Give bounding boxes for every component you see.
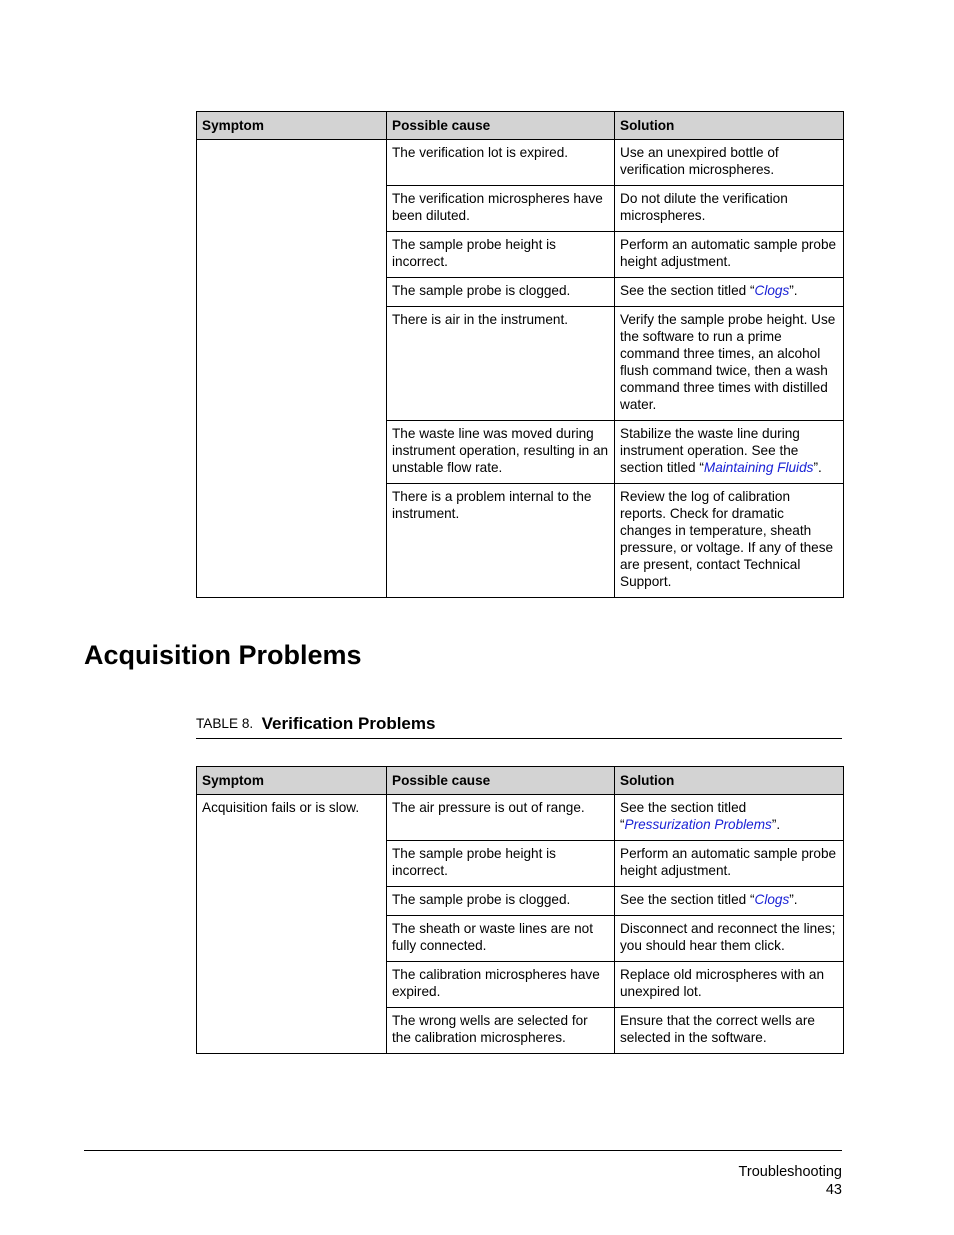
solution-cell (615, 278, 844, 307)
symptom-cell: Acquisition fails or is slow. (197, 795, 387, 1054)
clogs-link[interactable]: Clogs (754, 283, 790, 298)
solution-text: ”. (789, 892, 798, 907)
solution-cell: Use an unexpired bottle of verification microspheres. (615, 140, 844, 186)
solution-cell (615, 421, 844, 484)
solution-cell: Verify the sample probe height. Use the software to run a prime command three times, an alcohol flush command twice, then a wash command three times with distilled water. (615, 307, 844, 421)
solution-cell: Review the log of calibration reports. Check for dramatic changes in temperature, sheath pressure, or voltage. If any of these are present, contact Technical Support. (615, 484, 844, 598)
solution-cell (615, 795, 844, 841)
solution-text: See the section titled “ (620, 283, 755, 298)
solution-cell: Perform an automatic sample probe height adjustment. (615, 232, 844, 278)
page-footer (739, 1163, 842, 1199)
solution-text: Stabilize the waste line during instrument operation. See the section titled “ (620, 426, 800, 475)
cause-cell: There is a problem internal to the instrument. (387, 484, 615, 598)
table-row (197, 140, 844, 186)
cause-cell: The wrong wells are selected for the calibration microspheres. (387, 1008, 615, 1054)
solution-text: ”. (789, 283, 798, 298)
cause-cell: The air pressure is out of range. (387, 795, 615, 841)
cause-header: Possible cause (387, 112, 615, 140)
symptom-header: Symptom (197, 767, 387, 795)
solution-header: Solution (615, 112, 844, 140)
clogs-link[interactable]: Clogs (754, 892, 790, 907)
solution-header: Solution (615, 767, 844, 795)
page-number: 43 (825, 1182, 842, 1198)
footer-section-name: Troubleshooting (738, 1164, 842, 1180)
cause-cell: The calibration microspheres have expired. (387, 962, 615, 1008)
troubleshooting-table-continued (196, 111, 844, 598)
solution-text: ”. (771, 817, 781, 832)
solution-cell: Ensure that the correct wells are selected in the software. (615, 1008, 844, 1054)
table-row (197, 795, 844, 841)
symptom-header: Symptom (197, 112, 387, 140)
solution-text: ”. (813, 460, 822, 475)
solution-cell (615, 887, 844, 916)
footer-divider (84, 1150, 842, 1151)
cause-cell: The sheath or waste lines are not fully connected. (387, 916, 615, 962)
pressurization-problems-link[interactable]: Pressurization Problems (624, 817, 772, 832)
solution-cell: Do not dilute the verification microspheres. (615, 186, 844, 232)
cause-cell: The sample probe height is incorrect. (387, 841, 615, 887)
cause-cell: The verification microspheres have been diluted. (387, 186, 615, 232)
solution-text: See the section titled “ (620, 892, 755, 907)
table-caption-title: Verification Problems (261, 714, 436, 733)
section-heading: Acquisition Problems (84, 640, 362, 670)
cause-cell: There is air in the instrument. (387, 307, 615, 421)
table-caption (196, 714, 842, 739)
symptom-cell (197, 140, 387, 598)
solution-text: See the section titled “ (620, 800, 747, 832)
cause-cell: The waste line was moved during instrument operation, resulting in an unstable flow rate. (387, 421, 615, 484)
acquisition-problems-table (196, 766, 844, 1054)
table-header-row (197, 767, 844, 795)
cause-header: Possible cause (387, 767, 615, 795)
solution-cell: Replace old microspheres with an unexpired lot. (615, 962, 844, 1008)
solution-cell: Disconnect and reconnect the lines; you should hear them click. (615, 916, 844, 962)
cause-cell: The verification lot is expired. (387, 140, 615, 186)
solution-cell: Perform an automatic sample probe height adjustment. (615, 841, 844, 887)
cause-cell: The sample probe is clogged. (387, 887, 615, 916)
cause-cell: The sample probe is clogged. (387, 278, 615, 307)
maintaining-fluids-link[interactable]: Maintaining Fluids (703, 460, 814, 475)
cause-cell: The sample probe height is incorrect. (387, 232, 615, 278)
table-caption-label: TABLE 8. (196, 716, 254, 731)
table-header-row (197, 112, 844, 140)
